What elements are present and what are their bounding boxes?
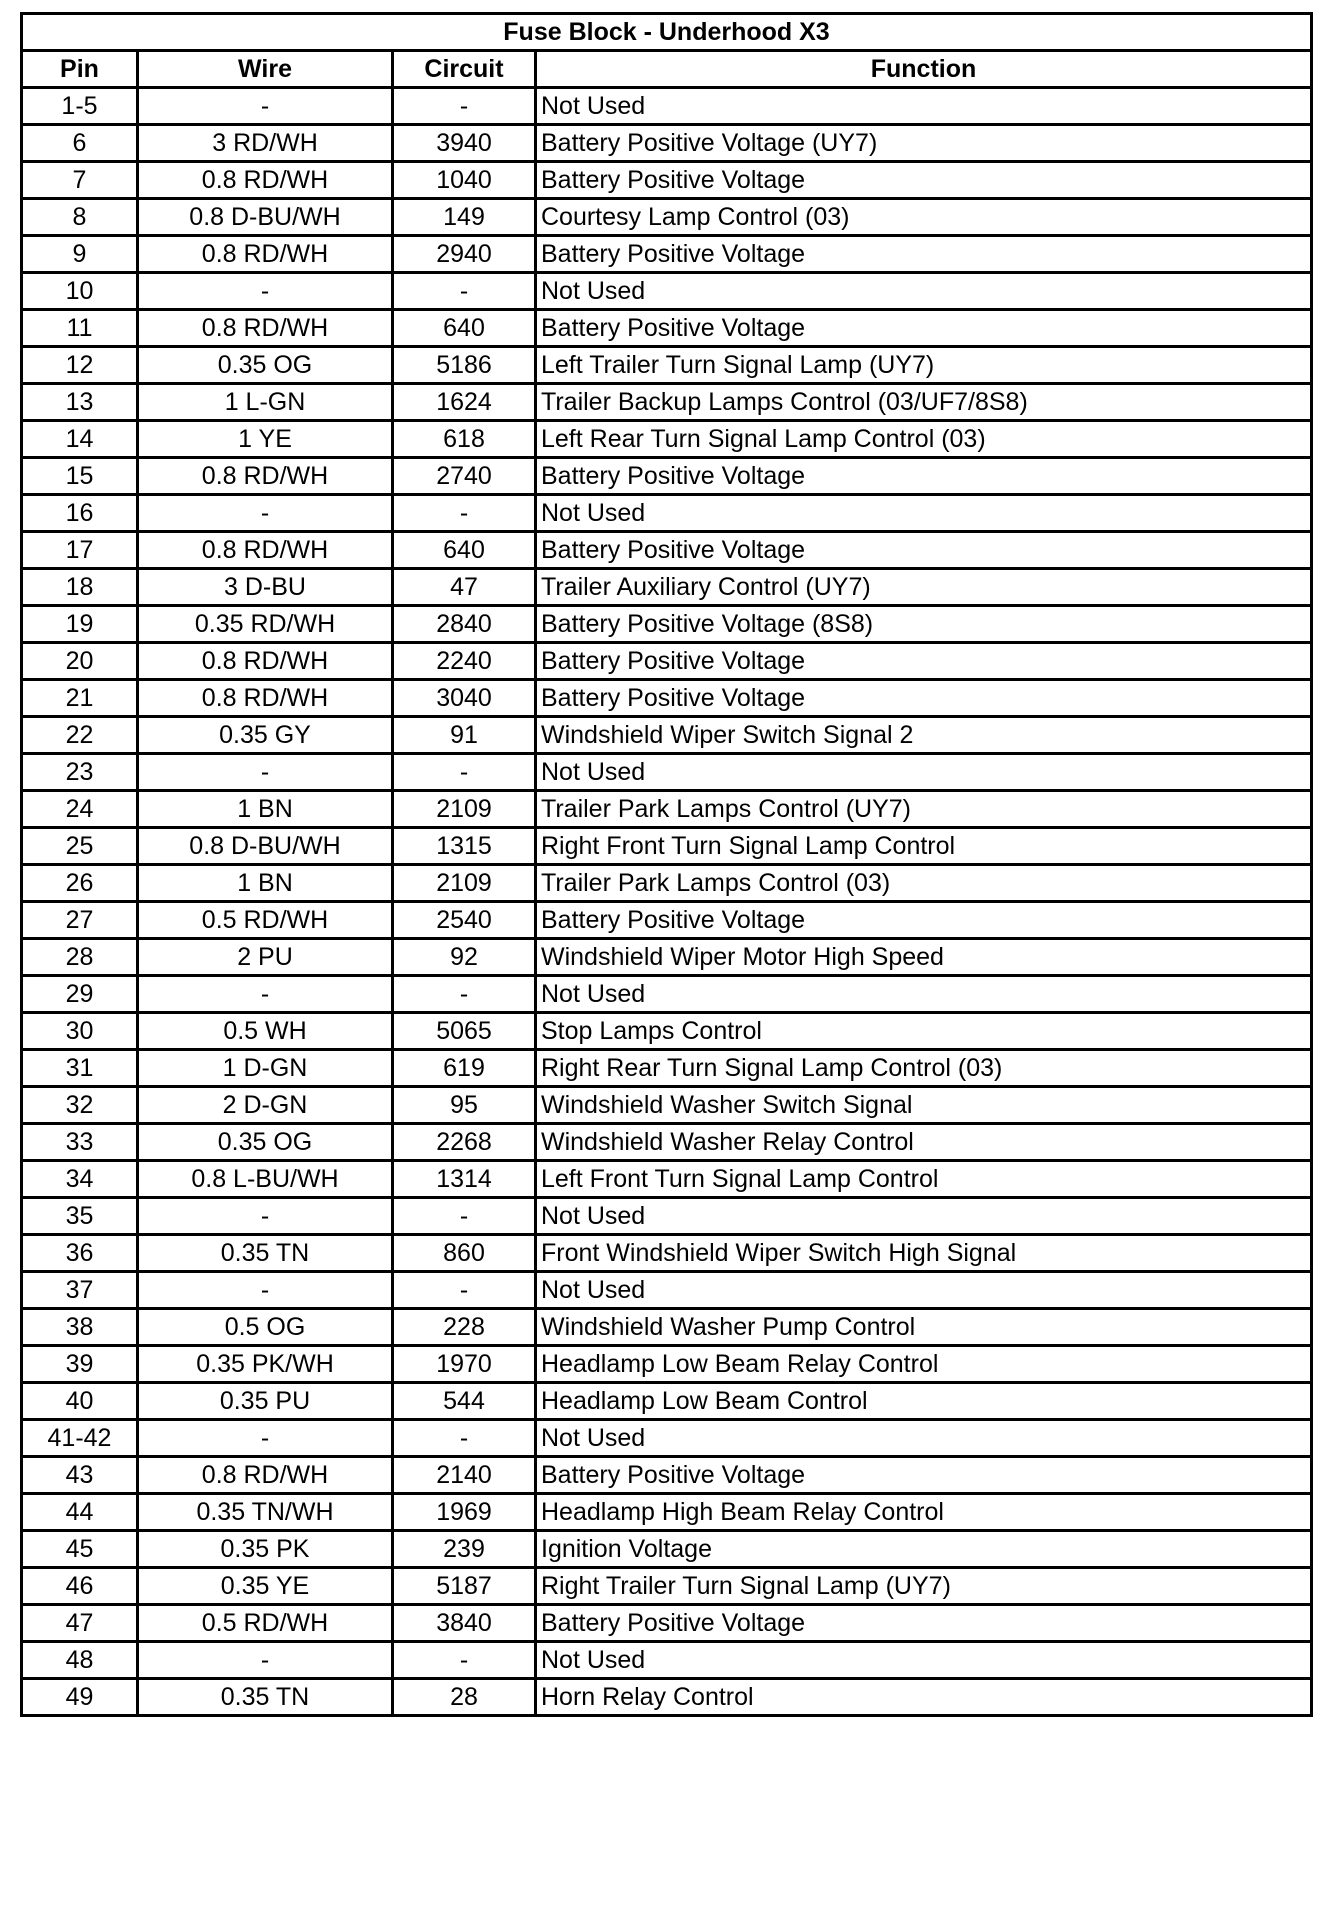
pin-cell: 21 xyxy=(22,680,138,717)
pin-cell: 32 xyxy=(22,1087,138,1124)
circuit-cell: 1969 xyxy=(393,1494,536,1531)
wire-cell: 0.35 PU xyxy=(138,1383,393,1420)
circuit-cell: - xyxy=(393,1642,536,1679)
circuit-cell: - xyxy=(393,88,536,125)
pin-cell: 46 xyxy=(22,1568,138,1605)
table-row xyxy=(22,1494,1312,1531)
wire-cell: 1 L-GN xyxy=(138,384,393,421)
pin-cell: 38 xyxy=(22,1309,138,1346)
wire-cell: 0.5 WH xyxy=(138,1013,393,1050)
header-pin: Pin xyxy=(22,51,138,88)
table-row xyxy=(22,1309,1312,1346)
function-cell: Not Used xyxy=(536,495,1312,532)
wire-cell: - xyxy=(138,1420,393,1457)
wire-cell: 0.35 RD/WH xyxy=(138,606,393,643)
circuit-cell: 544 xyxy=(393,1383,536,1420)
function-cell: Front Windshield Wiper Switch High Signal xyxy=(536,1235,1312,1272)
table-row xyxy=(22,569,1312,606)
function-cell: Left Trailer Turn Signal Lamp (UY7) xyxy=(536,347,1312,384)
circuit-cell: 2840 xyxy=(393,606,536,643)
wire-cell: 0.8 RD/WH xyxy=(138,458,393,495)
table-row xyxy=(22,1198,1312,1235)
function-cell: Trailer Auxiliary Control (UY7) xyxy=(536,569,1312,606)
pin-cell: 22 xyxy=(22,717,138,754)
pin-cell: 27 xyxy=(22,902,138,939)
pin-cell: 47 xyxy=(22,1605,138,1642)
table-row xyxy=(22,162,1312,199)
function-cell: Not Used xyxy=(536,88,1312,125)
wire-cell: 0.8 RD/WH xyxy=(138,236,393,273)
circuit-cell: 860 xyxy=(393,1235,536,1272)
pin-cell: 17 xyxy=(22,532,138,569)
function-cell: Headlamp Low Beam Control xyxy=(536,1383,1312,1420)
function-cell: Not Used xyxy=(536,976,1312,1013)
function-cell: Battery Positive Voltage xyxy=(536,643,1312,680)
wire-cell: 0.35 TN xyxy=(138,1235,393,1272)
function-cell: Trailer Backup Lamps Control (03/UF7/8S8) xyxy=(536,384,1312,421)
header-circuit: Circuit xyxy=(393,51,536,88)
circuit-cell: 1040 xyxy=(393,162,536,199)
pin-cell: 44 xyxy=(22,1494,138,1531)
wire-cell: - xyxy=(138,754,393,791)
table-row xyxy=(22,1679,1312,1716)
table-row xyxy=(22,643,1312,680)
wire-cell: 0.8 D-BU/WH xyxy=(138,828,393,865)
table-row xyxy=(22,1050,1312,1087)
pin-cell: 23 xyxy=(22,754,138,791)
function-cell: Trailer Park Lamps Control (03) xyxy=(536,865,1312,902)
wire-cell: 2 D-GN xyxy=(138,1087,393,1124)
circuit-cell: 1970 xyxy=(393,1346,536,1383)
wire-cell: 0.5 RD/WH xyxy=(138,902,393,939)
wire-cell: 0.8 RD/WH xyxy=(138,643,393,680)
wire-cell: 0.35 TN/WH xyxy=(138,1494,393,1531)
table-row xyxy=(22,865,1312,902)
function-cell: Battery Positive Voltage xyxy=(536,236,1312,273)
wire-cell: - xyxy=(138,88,393,125)
pin-cell: 24 xyxy=(22,791,138,828)
circuit-cell: 2540 xyxy=(393,902,536,939)
table-row xyxy=(22,754,1312,791)
pin-cell: 26 xyxy=(22,865,138,902)
pin-cell: 28 xyxy=(22,939,138,976)
table-body xyxy=(22,88,1312,1716)
pin-cell: 8 xyxy=(22,199,138,236)
circuit-cell: 228 xyxy=(393,1309,536,1346)
function-cell: Headlamp Low Beam Relay Control xyxy=(536,1346,1312,1383)
pin-cell: 16 xyxy=(22,495,138,532)
function-cell: Windshield Washer Relay Control xyxy=(536,1124,1312,1161)
pin-cell: 30 xyxy=(22,1013,138,1050)
circuit-cell: 2140 xyxy=(393,1457,536,1494)
pin-cell: 45 xyxy=(22,1531,138,1568)
circuit-cell: - xyxy=(393,1272,536,1309)
pin-cell: 36 xyxy=(22,1235,138,1272)
table-row xyxy=(22,1420,1312,1457)
table-row xyxy=(22,1568,1312,1605)
function-cell: Windshield Wiper Motor High Speed xyxy=(536,939,1312,976)
circuit-cell: 28 xyxy=(393,1679,536,1716)
pin-cell: 48 xyxy=(22,1642,138,1679)
circuit-cell: 95 xyxy=(393,1087,536,1124)
wire-cell: 0.8 RD/WH xyxy=(138,532,393,569)
table-row xyxy=(22,1161,1312,1198)
wire-cell: 0.8 D-BU/WH xyxy=(138,199,393,236)
circuit-cell: 640 xyxy=(393,532,536,569)
table-row xyxy=(22,273,1312,310)
table-row xyxy=(22,1235,1312,1272)
pin-cell: 33 xyxy=(22,1124,138,1161)
function-cell: Trailer Park Lamps Control (UY7) xyxy=(536,791,1312,828)
pin-cell: 41-42 xyxy=(22,1420,138,1457)
circuit-cell: 3940 xyxy=(393,125,536,162)
function-cell: Battery Positive Voltage (UY7) xyxy=(536,125,1312,162)
wire-cell: 3 RD/WH xyxy=(138,125,393,162)
function-cell: Not Used xyxy=(536,1272,1312,1309)
function-cell: Battery Positive Voltage xyxy=(536,1457,1312,1494)
wire-cell: 1 D-GN xyxy=(138,1050,393,1087)
circuit-cell: - xyxy=(393,754,536,791)
wire-cell: 0.8 RD/WH xyxy=(138,1457,393,1494)
wire-cell: - xyxy=(138,1198,393,1235)
table-row xyxy=(22,347,1312,384)
function-cell: Not Used xyxy=(536,754,1312,791)
wire-cell: - xyxy=(138,1642,393,1679)
table-row xyxy=(22,532,1312,569)
pin-cell: 1-5 xyxy=(22,88,138,125)
wire-cell: 0.8 RD/WH xyxy=(138,310,393,347)
circuit-cell: 3040 xyxy=(393,680,536,717)
pin-cell: 7 xyxy=(22,162,138,199)
circuit-cell: 1624 xyxy=(393,384,536,421)
wire-cell: 0.35 TN xyxy=(138,1679,393,1716)
table-row xyxy=(22,236,1312,273)
pin-cell: 29 xyxy=(22,976,138,1013)
pin-cell: 15 xyxy=(22,458,138,495)
circuit-cell: 91 xyxy=(393,717,536,754)
pin-cell: 39 xyxy=(22,1346,138,1383)
circuit-cell: - xyxy=(393,1420,536,1457)
circuit-cell: 5065 xyxy=(393,1013,536,1050)
pin-cell: 14 xyxy=(22,421,138,458)
circuit-cell: 5186 xyxy=(393,347,536,384)
wire-cell: 0.35 YE xyxy=(138,1568,393,1605)
pin-cell: 10 xyxy=(22,273,138,310)
wire-cell: 0.35 PK/WH xyxy=(138,1346,393,1383)
table-row xyxy=(22,1383,1312,1420)
function-cell: Left Rear Turn Signal Lamp Control (03) xyxy=(536,421,1312,458)
table-title-row xyxy=(22,14,1312,51)
table-header-row xyxy=(22,51,1312,88)
circuit-cell: 3840 xyxy=(393,1605,536,1642)
circuit-cell: 5187 xyxy=(393,1568,536,1605)
table-row xyxy=(22,310,1312,347)
function-cell: Right Front Turn Signal Lamp Control xyxy=(536,828,1312,865)
pin-cell: 18 xyxy=(22,569,138,606)
function-cell: Battery Positive Voltage xyxy=(536,1605,1312,1642)
wire-cell: 1 BN xyxy=(138,791,393,828)
pin-cell: 49 xyxy=(22,1679,138,1716)
function-cell: Battery Positive Voltage xyxy=(536,458,1312,495)
function-cell: Right Rear Turn Signal Lamp Control (03) xyxy=(536,1050,1312,1087)
wire-cell: 2 PU xyxy=(138,939,393,976)
table-row xyxy=(22,1346,1312,1383)
circuit-cell: 92 xyxy=(393,939,536,976)
wire-cell: 0.8 RD/WH xyxy=(138,680,393,717)
circuit-cell: 619 xyxy=(393,1050,536,1087)
circuit-cell: 2109 xyxy=(393,865,536,902)
circuit-cell: 2940 xyxy=(393,236,536,273)
pin-cell: 40 xyxy=(22,1383,138,1420)
circuit-cell: 2268 xyxy=(393,1124,536,1161)
table-row xyxy=(22,1457,1312,1494)
table-row xyxy=(22,1087,1312,1124)
table-row xyxy=(22,1531,1312,1568)
wire-cell: - xyxy=(138,1272,393,1309)
table-row xyxy=(22,606,1312,643)
function-cell: Battery Positive Voltage xyxy=(536,532,1312,569)
wire-cell: 0.35 PK xyxy=(138,1531,393,1568)
circuit-cell: - xyxy=(393,495,536,532)
pin-cell: 9 xyxy=(22,236,138,273)
function-cell: Left Front Turn Signal Lamp Control xyxy=(536,1161,1312,1198)
pin-cell: 12 xyxy=(22,347,138,384)
function-cell: Windshield Wiper Switch Signal 2 xyxy=(536,717,1312,754)
table-row xyxy=(22,1124,1312,1161)
circuit-cell: 2109 xyxy=(393,791,536,828)
pin-cell: 31 xyxy=(22,1050,138,1087)
circuit-cell: 1315 xyxy=(393,828,536,865)
header-function: Function xyxy=(536,51,1312,88)
function-cell: Headlamp High Beam Relay Control xyxy=(536,1494,1312,1531)
wire-cell: 0.35 OG xyxy=(138,347,393,384)
circuit-cell: 2740 xyxy=(393,458,536,495)
function-cell: Battery Positive Voltage xyxy=(536,162,1312,199)
pin-cell: 34 xyxy=(22,1161,138,1198)
table-row xyxy=(22,1605,1312,1642)
table-row xyxy=(22,421,1312,458)
table-row xyxy=(22,199,1312,236)
circuit-cell: - xyxy=(393,273,536,310)
table-row xyxy=(22,902,1312,939)
table-row xyxy=(22,384,1312,421)
function-cell: Not Used xyxy=(536,1420,1312,1457)
function-cell: Windshield Washer Pump Control xyxy=(536,1309,1312,1346)
function-cell: Battery Positive Voltage xyxy=(536,680,1312,717)
function-cell: Horn Relay Control xyxy=(536,1679,1312,1716)
function-cell: Battery Positive Voltage xyxy=(536,902,1312,939)
function-cell: Right Trailer Turn Signal Lamp (UY7) xyxy=(536,1568,1312,1605)
table-row xyxy=(22,458,1312,495)
wire-cell: - xyxy=(138,495,393,532)
circuit-cell: 2240 xyxy=(393,643,536,680)
wire-cell: 1 BN xyxy=(138,865,393,902)
circuit-cell: 1314 xyxy=(393,1161,536,1198)
circuit-cell: 149 xyxy=(393,199,536,236)
header-wire: Wire xyxy=(138,51,393,88)
pin-cell: 6 xyxy=(22,125,138,162)
table-row xyxy=(22,1642,1312,1679)
table-title: Fuse Block - Underhood X3 xyxy=(22,14,1312,51)
wire-cell: 3 D-BU xyxy=(138,569,393,606)
table-row xyxy=(22,791,1312,828)
function-cell: Courtesy Lamp Control (03) xyxy=(536,199,1312,236)
table-row xyxy=(22,1272,1312,1309)
pin-cell: 35 xyxy=(22,1198,138,1235)
circuit-cell: - xyxy=(393,1198,536,1235)
function-cell: Not Used xyxy=(536,1642,1312,1679)
wire-cell: 0.8 RD/WH xyxy=(138,162,393,199)
pin-cell: 20 xyxy=(22,643,138,680)
wire-cell: 1 YE xyxy=(138,421,393,458)
wire-cell: 0.5 RD/WH xyxy=(138,1605,393,1642)
circuit-cell: 640 xyxy=(393,310,536,347)
table-row xyxy=(22,125,1312,162)
pin-cell: 37 xyxy=(22,1272,138,1309)
table-row xyxy=(22,828,1312,865)
pin-cell: 43 xyxy=(22,1457,138,1494)
function-cell: Not Used xyxy=(536,1198,1312,1235)
function-cell: Battery Positive Voltage (8S8) xyxy=(536,606,1312,643)
table-row xyxy=(22,976,1312,1013)
function-cell: Windshield Washer Switch Signal xyxy=(536,1087,1312,1124)
pin-cell: 19 xyxy=(22,606,138,643)
pin-cell: 13 xyxy=(22,384,138,421)
wire-cell: 0.5 OG xyxy=(138,1309,393,1346)
table-row xyxy=(22,88,1312,125)
wire-cell: 0.35 GY xyxy=(138,717,393,754)
function-cell: Battery Positive Voltage xyxy=(536,310,1312,347)
function-cell: Ignition Voltage xyxy=(536,1531,1312,1568)
function-cell: Not Used xyxy=(536,273,1312,310)
wire-cell: - xyxy=(138,976,393,1013)
circuit-cell: 618 xyxy=(393,421,536,458)
wire-cell: - xyxy=(138,273,393,310)
wire-cell: 0.8 L-BU/WH xyxy=(138,1161,393,1198)
fuse-block-pin-table xyxy=(20,12,1313,1717)
table-row xyxy=(22,939,1312,976)
circuit-cell: 239 xyxy=(393,1531,536,1568)
table-row xyxy=(22,680,1312,717)
table-row xyxy=(22,717,1312,754)
circuit-cell: - xyxy=(393,976,536,1013)
pin-cell: 11 xyxy=(22,310,138,347)
function-cell: Stop Lamps Control xyxy=(536,1013,1312,1050)
circuit-cell: 47 xyxy=(393,569,536,606)
table-row xyxy=(22,1013,1312,1050)
pin-cell: 25 xyxy=(22,828,138,865)
table-row xyxy=(22,495,1312,532)
wire-cell: 0.35 OG xyxy=(138,1124,393,1161)
